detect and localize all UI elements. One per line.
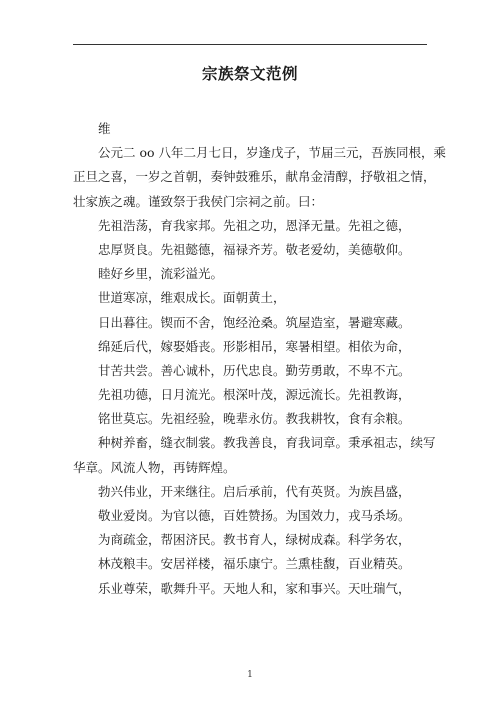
text-line: 正旦之喜，一岁之首朝，奏钟鼓雅乐，献帛金清醇，抒敬祖之情， bbox=[73, 169, 436, 185]
document-title: 宗族祭文范例 bbox=[201, 65, 298, 83]
text-line: 乐业尊荣，歌舞升平。天地人和，家和事兴。天吐瑞气， bbox=[98, 580, 411, 596]
text-line: 为商疏金，帮困济民。教书育人，绿树成森。科学务农， bbox=[98, 532, 411, 548]
text-line: 华章。风流人物，再铸辉煌。 bbox=[73, 459, 236, 475]
text-line: 壮家族之魂。谨致祭于我侯门宗祠之前。曰： bbox=[73, 193, 324, 209]
text-line: 铭世莫忘。先祖经验，晚辈永仿。教我耕牧，食有余粮。 bbox=[98, 411, 411, 427]
text-line: 公元二 oo 八年二月七日，岁逢戊子，节届三元，吾族同根，乘 bbox=[98, 145, 446, 161]
text-line: 睦好乡里，流彩溢光。 bbox=[98, 266, 224, 282]
text-line: 先祖功德，日月流光。根深叶茂，源远流长。先祖教诲， bbox=[98, 387, 411, 403]
document-body bbox=[73, 117, 446, 601]
text-line: 敬业爱岗。为官以德，百姓赞扬。为国效力，戎马杀场。 bbox=[98, 508, 411, 523]
text-line: 林茂粮丰。安居祥楼，福乐康宁。兰熏桂馥，百业精英。 bbox=[98, 556, 411, 572]
text-line: 忠厚贤良。先祖懿德，福禄齐芳。敬老爱幼，美德敬仰。 bbox=[98, 241, 411, 257]
text-line: 世道寒凉，维艰成长。面朝黄土， bbox=[98, 290, 286, 306]
header-rule bbox=[73, 44, 427, 45]
text-line: 甘苦共尝。善心诚朴，历代忠良。勤劳勇敢，不卑不亢。 bbox=[98, 362, 411, 378]
text-line: 绵延后代，嫁娶婚丧。形影相吊，寒暑相望。相依为命， bbox=[98, 338, 411, 354]
text-line: 先祖浩荡，育我家邦。先祖之功，恩泽无量。先祖之德， bbox=[98, 217, 411, 233]
text-line: 勃兴伟业，开来继往。启后承前，代有英贤。为族昌盛， bbox=[98, 483, 411, 499]
text-line: 种树养畜，缝衣制裳。教我善良，育我词章。秉承祖志，续写 bbox=[98, 435, 436, 451]
text-line: 日出暮往。锲而不舍，饱经沧桑。筑屋造室，暑避寒藏。 bbox=[98, 314, 411, 330]
text-line: 维 bbox=[98, 121, 111, 136]
page-number: 1 bbox=[247, 670, 253, 680]
